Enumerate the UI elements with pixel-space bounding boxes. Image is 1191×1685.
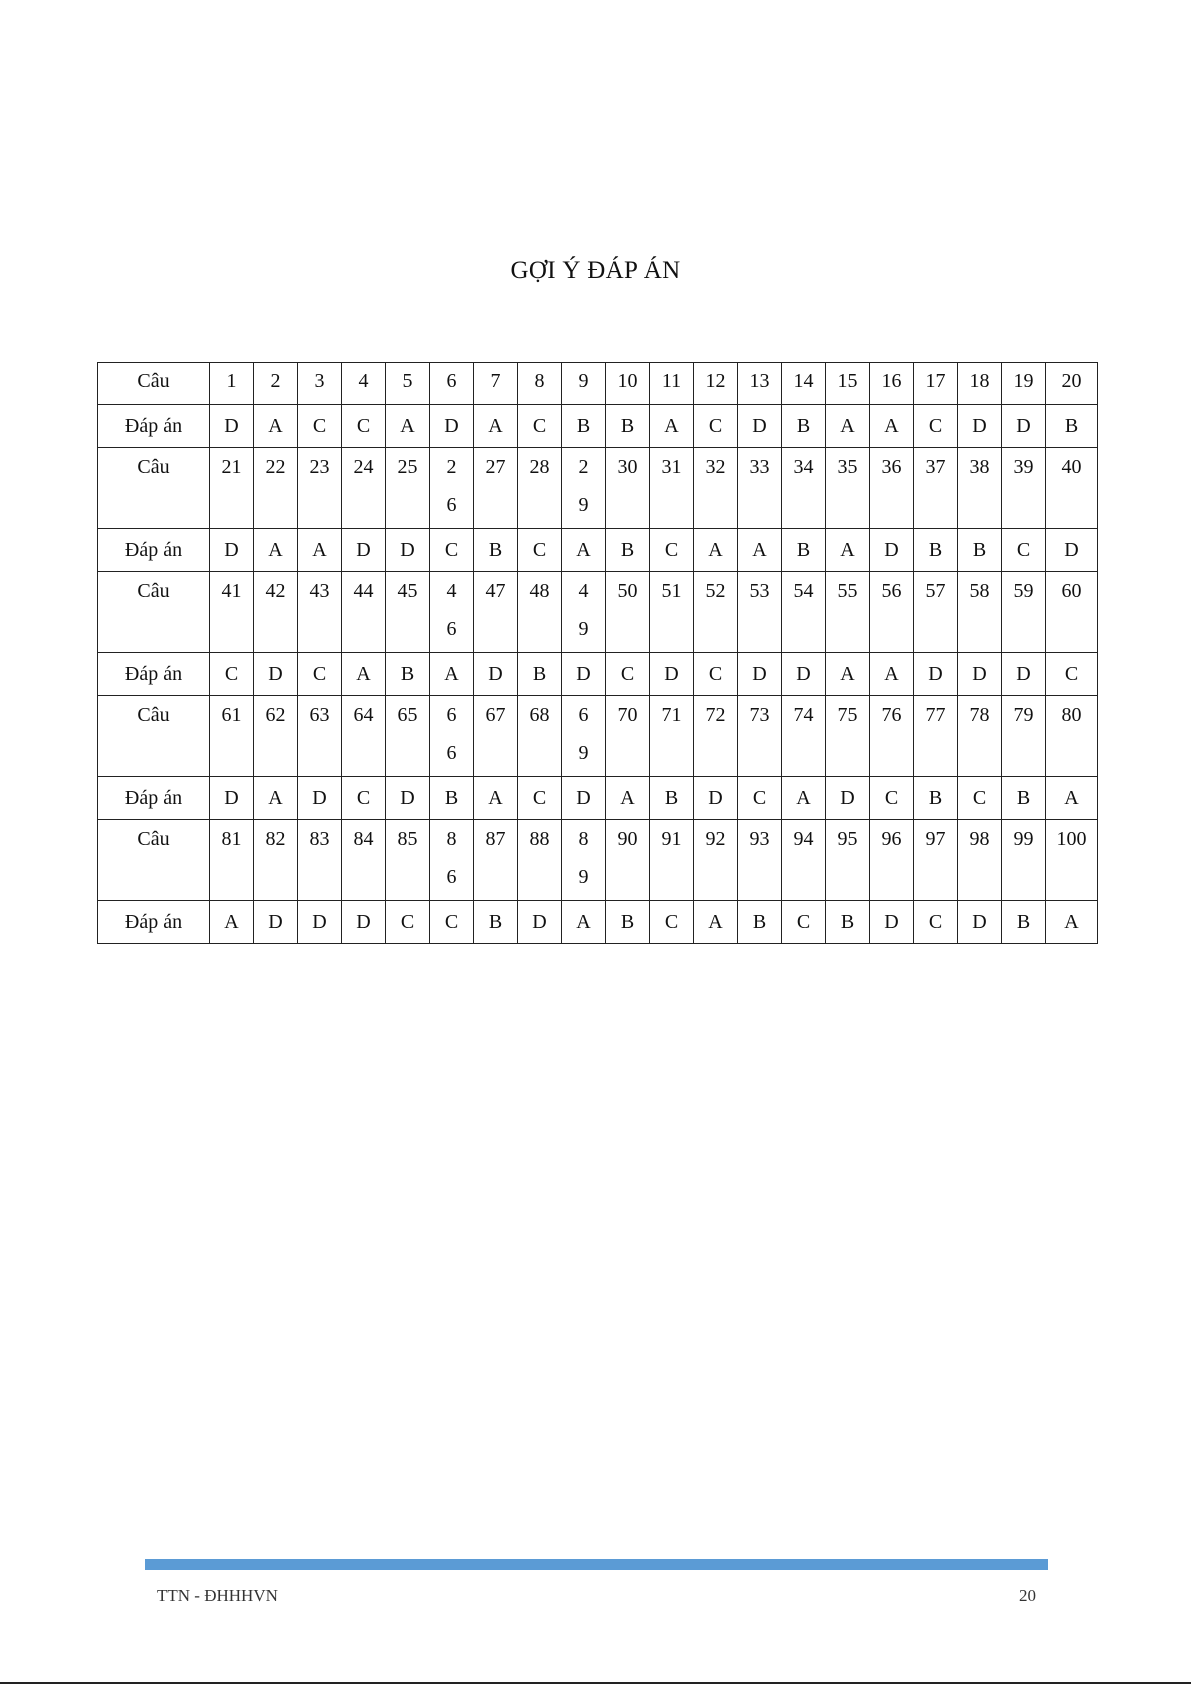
question-number-cell: 51 bbox=[650, 572, 694, 653]
question-number-cell: 63 bbox=[298, 696, 342, 777]
answer-row bbox=[98, 405, 1098, 448]
question-number-cell: 11 bbox=[650, 363, 694, 405]
question-number-cell bbox=[562, 820, 606, 901]
answer-cell: B bbox=[782, 529, 826, 572]
answer-cell: D bbox=[342, 901, 386, 944]
question-number-cell: 95 bbox=[826, 820, 870, 901]
question-number-cell: 32 bbox=[694, 448, 738, 529]
question-number-cell: 92 bbox=[694, 820, 738, 901]
answer-cell: C bbox=[1002, 529, 1046, 572]
answer-cell: B bbox=[518, 653, 562, 696]
question-number-cell: 56 bbox=[870, 572, 914, 653]
question-number-cell bbox=[430, 696, 474, 777]
question-number-cell: 64 bbox=[342, 696, 386, 777]
answer-cell: A bbox=[254, 777, 298, 820]
question-number: 66 bbox=[446, 704, 457, 764]
question-number-cell: 37 bbox=[914, 448, 958, 529]
question-number: 69 bbox=[578, 704, 589, 764]
answer-cell: D bbox=[342, 529, 386, 572]
question-row bbox=[98, 572, 1098, 653]
question-number-cell: 12 bbox=[694, 363, 738, 405]
question-number-cell bbox=[430, 820, 474, 901]
question-number-cell: 28 bbox=[518, 448, 562, 529]
answer-cell: A bbox=[474, 777, 518, 820]
answer-cell: D bbox=[210, 405, 254, 448]
question-number-cell: 44 bbox=[342, 572, 386, 653]
question-number-cell: 17 bbox=[914, 363, 958, 405]
answer-cell: C bbox=[738, 777, 782, 820]
question-number: 49 bbox=[578, 580, 589, 640]
answer-cell: D bbox=[870, 901, 914, 944]
question-number-cell: 1 bbox=[210, 363, 254, 405]
page-number: 20 bbox=[1019, 1586, 1036, 1605]
answer-cell: B bbox=[738, 901, 782, 944]
answer-cell: A bbox=[254, 405, 298, 448]
answer-row-label: Đáp án bbox=[98, 777, 210, 820]
answer-cell: C bbox=[1046, 653, 1098, 696]
answer-row-label: Đáp án bbox=[98, 405, 210, 448]
question-row-label: Câu bbox=[98, 448, 210, 529]
answer-cell: D bbox=[430, 405, 474, 448]
question-number-cell: 15 bbox=[826, 363, 870, 405]
question-number-cell: 20 bbox=[1046, 363, 1098, 405]
answer-cell: C bbox=[210, 653, 254, 696]
question-number-cell: 47 bbox=[474, 572, 518, 653]
question-number-cell bbox=[562, 448, 606, 529]
answer-cell: A bbox=[562, 529, 606, 572]
question-number-cell: 59 bbox=[1002, 572, 1046, 653]
question-number-cell: 91 bbox=[650, 820, 694, 901]
footer-org-label: TTN - ĐHHHVN bbox=[157, 1586, 278, 1605]
question-number-cell bbox=[562, 572, 606, 653]
answer-row bbox=[98, 901, 1098, 944]
answer-cell: A bbox=[1046, 777, 1098, 820]
answer-cell: A bbox=[474, 405, 518, 448]
question-number: 86 bbox=[446, 828, 457, 888]
question-number-cell: 13 bbox=[738, 363, 782, 405]
question-number-cell: 88 bbox=[518, 820, 562, 901]
answer-cell: D bbox=[870, 529, 914, 572]
answer-cell: A bbox=[1046, 901, 1098, 944]
question-number-cell: 80 bbox=[1046, 696, 1098, 777]
answer-cell: A bbox=[430, 653, 474, 696]
question-number-cell: 23 bbox=[298, 448, 342, 529]
answer-cell: A bbox=[650, 405, 694, 448]
answer-cell: D bbox=[1002, 653, 1046, 696]
question-number-cell: 77 bbox=[914, 696, 958, 777]
page-title: GỢI Ý ĐÁP ÁN bbox=[510, 257, 681, 284]
answer-cell: D bbox=[518, 901, 562, 944]
question-number-cell: 58 bbox=[958, 572, 1002, 653]
question-number-cell: 100 bbox=[1046, 820, 1098, 901]
answer-cell: B bbox=[782, 405, 826, 448]
question-number-cell: 19 bbox=[1002, 363, 1046, 405]
answer-cell: A bbox=[562, 901, 606, 944]
answer-row bbox=[98, 529, 1098, 572]
answer-cell: D bbox=[386, 529, 430, 572]
question-number-cell: 87 bbox=[474, 820, 518, 901]
question-number-cell: 50 bbox=[606, 572, 650, 653]
answer-cell: A bbox=[826, 405, 870, 448]
answer-cell: A bbox=[870, 653, 914, 696]
answer-cell: B bbox=[650, 777, 694, 820]
answer-cell: A bbox=[254, 529, 298, 572]
question-number-cell bbox=[430, 572, 474, 653]
answer-cell: A bbox=[870, 405, 914, 448]
answer-cell: D bbox=[298, 777, 342, 820]
question-number-cell: 93 bbox=[738, 820, 782, 901]
question-number-cell: 45 bbox=[386, 572, 430, 653]
question-number-cell: 78 bbox=[958, 696, 1002, 777]
answer-cell: B bbox=[562, 405, 606, 448]
question-number-cell: 18 bbox=[958, 363, 1002, 405]
question-row-label: Câu bbox=[98, 363, 210, 405]
answer-cell: A bbox=[210, 901, 254, 944]
question-number-cell bbox=[430, 448, 474, 529]
answer-cell: C bbox=[650, 529, 694, 572]
answer-cell: D bbox=[1002, 405, 1046, 448]
question-number-cell: 57 bbox=[914, 572, 958, 653]
question-number-cell: 65 bbox=[386, 696, 430, 777]
question-number-cell: 36 bbox=[870, 448, 914, 529]
answer-cell: B bbox=[914, 529, 958, 572]
answer-cell: D bbox=[1046, 529, 1098, 572]
answer-cell: C bbox=[298, 405, 342, 448]
question-number-cell: 38 bbox=[958, 448, 1002, 529]
answer-cell: B bbox=[1046, 405, 1098, 448]
question-number-cell: 24 bbox=[342, 448, 386, 529]
question-number-cell: 94 bbox=[782, 820, 826, 901]
question-row-label: Câu bbox=[98, 696, 210, 777]
answer-cell: A bbox=[826, 529, 870, 572]
question-row-label: Câu bbox=[98, 820, 210, 901]
question-number: 46 bbox=[446, 580, 457, 640]
answer-cell: B bbox=[606, 405, 650, 448]
question-number-cell: 4 bbox=[342, 363, 386, 405]
answer-cell: D bbox=[298, 901, 342, 944]
question-number-cell: 22 bbox=[254, 448, 298, 529]
answer-cell: C bbox=[606, 653, 650, 696]
answer-cell: B bbox=[1002, 901, 1046, 944]
question-number-cell: 71 bbox=[650, 696, 694, 777]
answer-cell: D bbox=[254, 901, 298, 944]
answer-cell: D bbox=[474, 653, 518, 696]
answer-cell: B bbox=[474, 901, 518, 944]
answer-cell: B bbox=[606, 901, 650, 944]
question-number-cell: 68 bbox=[518, 696, 562, 777]
answer-cell: A bbox=[694, 529, 738, 572]
question-number-cell: 62 bbox=[254, 696, 298, 777]
question-number-cell: 5 bbox=[386, 363, 430, 405]
bottom-rule bbox=[0, 1682, 1191, 1684]
question-number-cell: 31 bbox=[650, 448, 694, 529]
answer-cell: D bbox=[826, 777, 870, 820]
question-number-cell: 74 bbox=[782, 696, 826, 777]
answer-cell: C bbox=[694, 405, 738, 448]
answer-cell: A bbox=[606, 777, 650, 820]
answer-cell: D bbox=[386, 777, 430, 820]
answer-cell: C bbox=[430, 529, 474, 572]
answer-cell: D bbox=[694, 777, 738, 820]
question-number-cell: 6 bbox=[430, 363, 474, 405]
question-number-cell: 27 bbox=[474, 448, 518, 529]
answer-cell: D bbox=[562, 777, 606, 820]
answer-cell: C bbox=[650, 901, 694, 944]
question-number-cell: 16 bbox=[870, 363, 914, 405]
answer-cell: D bbox=[738, 405, 782, 448]
question-number-cell: 53 bbox=[738, 572, 782, 653]
question-number-cell bbox=[562, 696, 606, 777]
answer-cell: C bbox=[870, 777, 914, 820]
question-row bbox=[98, 696, 1098, 777]
question-number-cell: 48 bbox=[518, 572, 562, 653]
question-number-cell: 52 bbox=[694, 572, 738, 653]
answer-cell: A bbox=[694, 901, 738, 944]
answer-cell: C bbox=[782, 901, 826, 944]
question-number-cell: 60 bbox=[1046, 572, 1098, 653]
question-number-cell: 67 bbox=[474, 696, 518, 777]
question-number-cell: 42 bbox=[254, 572, 298, 653]
question-number-cell: 98 bbox=[958, 820, 1002, 901]
question-number-cell: 85 bbox=[386, 820, 430, 901]
question-row bbox=[98, 448, 1098, 529]
answer-cell: B bbox=[386, 653, 430, 696]
answer-cell: C bbox=[694, 653, 738, 696]
question-number-cell: 84 bbox=[342, 820, 386, 901]
question-number-cell: 90 bbox=[606, 820, 650, 901]
answer-cell: C bbox=[518, 405, 562, 448]
answer-cell: C bbox=[386, 901, 430, 944]
answer-cell: A bbox=[826, 653, 870, 696]
question-number-cell: 99 bbox=[1002, 820, 1046, 901]
question-number-cell: 72 bbox=[694, 696, 738, 777]
question-number-cell: 9 bbox=[562, 363, 606, 405]
answer-cell: D bbox=[254, 653, 298, 696]
question-number-cell: 76 bbox=[870, 696, 914, 777]
answer-cell: A bbox=[782, 777, 826, 820]
answer-cell: D bbox=[562, 653, 606, 696]
question-row-label: Câu bbox=[98, 572, 210, 653]
answer-cell: D bbox=[650, 653, 694, 696]
question-number-cell: 21 bbox=[210, 448, 254, 529]
answer-cell: D bbox=[738, 653, 782, 696]
answer-cell: C bbox=[518, 777, 562, 820]
answer-cell: C bbox=[430, 901, 474, 944]
question-number: 26 bbox=[446, 456, 457, 516]
answer-cell: D bbox=[210, 529, 254, 572]
question-number-cell: 2 bbox=[254, 363, 298, 405]
answer-cell: C bbox=[958, 777, 1002, 820]
question-number-cell: 7 bbox=[474, 363, 518, 405]
answer-cell: A bbox=[386, 405, 430, 448]
answer-cell: B bbox=[826, 901, 870, 944]
answer-cell: B bbox=[958, 529, 1002, 572]
answer-cell: A bbox=[298, 529, 342, 572]
question-number-cell: 97 bbox=[914, 820, 958, 901]
answer-cell: B bbox=[430, 777, 474, 820]
question-number-cell: 30 bbox=[606, 448, 650, 529]
answer-cell: D bbox=[958, 653, 1002, 696]
question-number-cell: 73 bbox=[738, 696, 782, 777]
answer-key-table bbox=[97, 362, 1098, 944]
question-number-cell: 10 bbox=[606, 363, 650, 405]
question-number-cell: 33 bbox=[738, 448, 782, 529]
footer-bar bbox=[145, 1559, 1048, 1570]
answer-row-label: Đáp án bbox=[98, 901, 210, 944]
answer-row bbox=[98, 653, 1098, 696]
question-number-cell: 3 bbox=[298, 363, 342, 405]
question-row bbox=[98, 363, 1098, 405]
question-number-cell: 35 bbox=[826, 448, 870, 529]
question-number-cell: 81 bbox=[210, 820, 254, 901]
question-number-cell: 96 bbox=[870, 820, 914, 901]
question-number-cell: 54 bbox=[782, 572, 826, 653]
answer-cell: D bbox=[914, 653, 958, 696]
question-number-cell: 25 bbox=[386, 448, 430, 529]
answer-cell: B bbox=[606, 529, 650, 572]
question-number-cell: 40 bbox=[1046, 448, 1098, 529]
answer-cell: C bbox=[518, 529, 562, 572]
answer-cell: A bbox=[342, 653, 386, 696]
answer-cell: C bbox=[342, 777, 386, 820]
answer-cell: D bbox=[210, 777, 254, 820]
answer-cell: B bbox=[914, 777, 958, 820]
question-row bbox=[98, 820, 1098, 901]
question-number-cell: 8 bbox=[518, 363, 562, 405]
question-number: 29 bbox=[578, 456, 589, 516]
answer-row bbox=[98, 777, 1098, 820]
question-number-cell: 83 bbox=[298, 820, 342, 901]
answer-cell: B bbox=[1002, 777, 1046, 820]
question-number-cell: 70 bbox=[606, 696, 650, 777]
question-number: 89 bbox=[578, 828, 589, 888]
answer-cell: B bbox=[474, 529, 518, 572]
question-number-cell: 75 bbox=[826, 696, 870, 777]
question-number-cell: 41 bbox=[210, 572, 254, 653]
question-number-cell: 61 bbox=[210, 696, 254, 777]
answer-cell: C bbox=[342, 405, 386, 448]
answer-cell: D bbox=[958, 405, 1002, 448]
question-number-cell: 14 bbox=[782, 363, 826, 405]
question-number-cell: 43 bbox=[298, 572, 342, 653]
question-number-cell: 82 bbox=[254, 820, 298, 901]
question-number-cell: 55 bbox=[826, 572, 870, 653]
answer-row-label: Đáp án bbox=[98, 653, 210, 696]
question-number-cell: 79 bbox=[1002, 696, 1046, 777]
answer-row-label: Đáp án bbox=[98, 529, 210, 572]
answer-cell: A bbox=[738, 529, 782, 572]
answer-cell: D bbox=[782, 653, 826, 696]
answer-cell: C bbox=[914, 405, 958, 448]
answer-cell: D bbox=[958, 901, 1002, 944]
answer-cell: C bbox=[914, 901, 958, 944]
answer-cell: C bbox=[298, 653, 342, 696]
question-number-cell: 34 bbox=[782, 448, 826, 529]
question-number-cell: 39 bbox=[1002, 448, 1046, 529]
